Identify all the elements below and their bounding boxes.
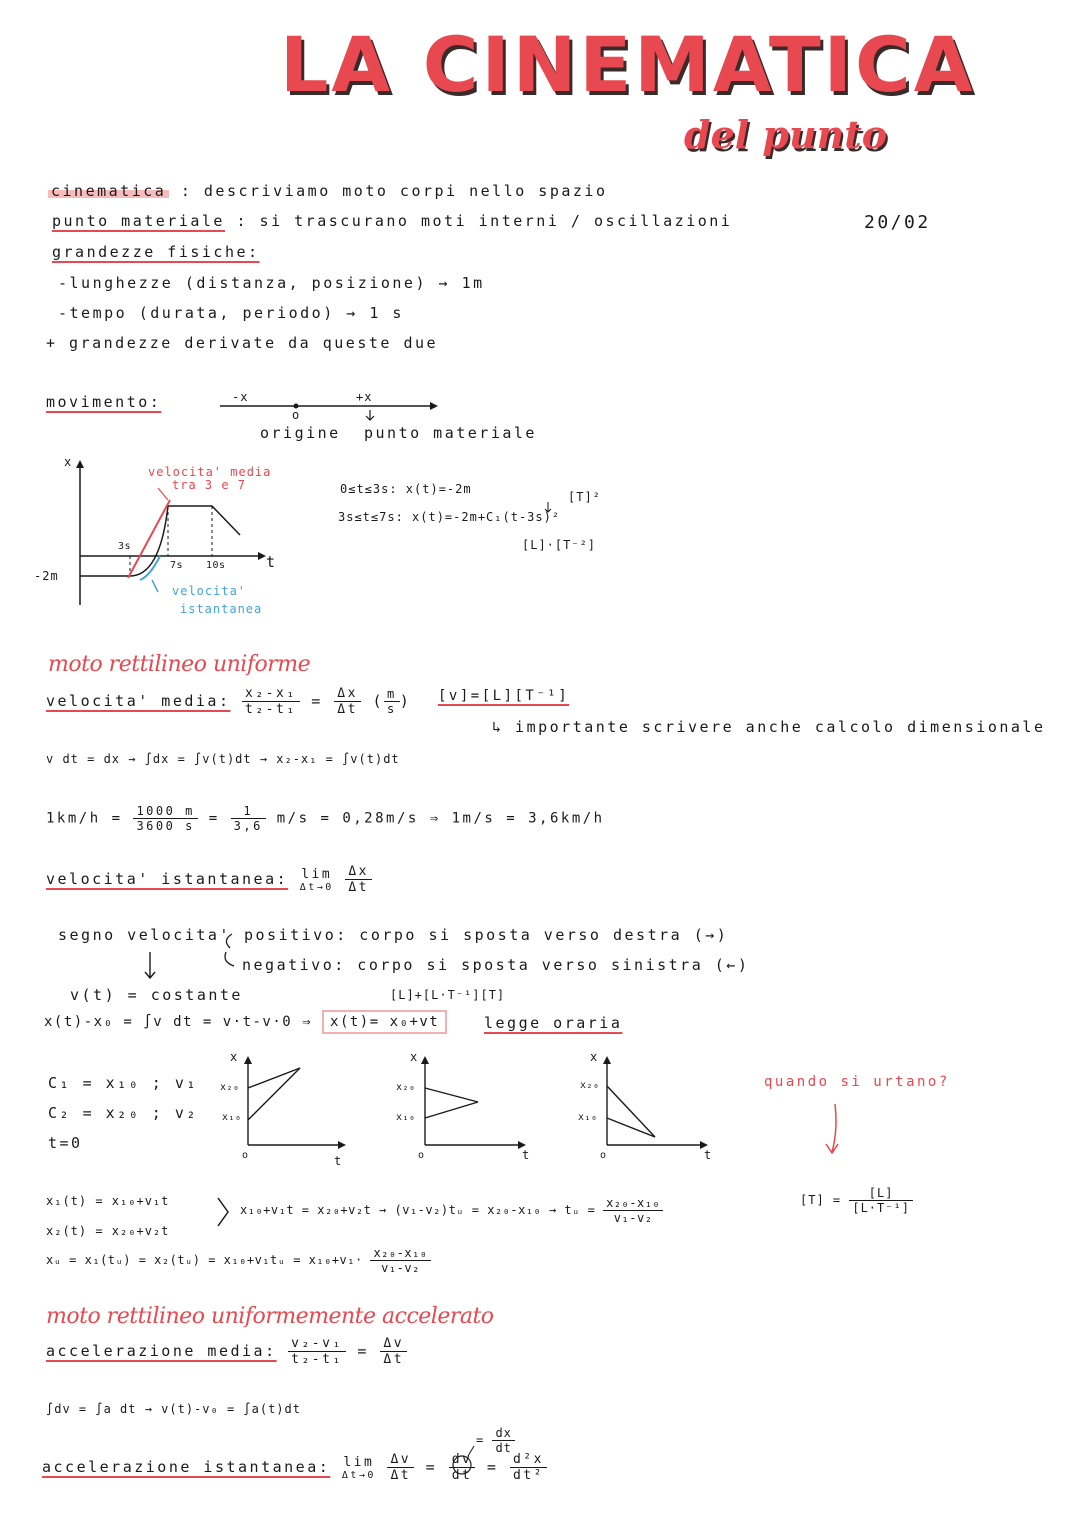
unit-den: s <box>386 702 397 716</box>
punto-label: punto materiale <box>52 212 225 230</box>
acc-ist-heading: accelerazione istantanea: <box>42 1458 331 1476</box>
g3-x: x <box>590 1050 599 1064</box>
plus-x-label: +x <box>356 390 373 404</box>
graph1-t7: 7s <box>170 560 184 571</box>
g1-o: o <box>242 1150 249 1161</box>
g3-t: t <box>704 1148 713 1162</box>
minus-x-label: -x <box>232 390 249 404</box>
punto-arrow <box>366 410 374 420</box>
conv-den: 3600 s <box>136 819 195 833</box>
c2: C₂ = x₂₀ ; v₂ <box>48 1104 198 1122</box>
punto-materiale-label: punto materiale <box>364 424 537 442</box>
dv-dt-frac <box>449 1452 476 1483</box>
acc-lim-sub: Δt→0 <box>341 1469 376 1481</box>
acc-frac <box>288 1336 346 1367</box>
graph1-dim-t2: [T]² <box>568 490 601 504</box>
unit-num: m <box>384 687 400 702</box>
vel-media-row: velocita' media: $\frac{\text{x₂-x₁}}{\text{t₂-t₁}}$ = $\frac{\Delta x}{\Delta t}$ ( $\frac{m}{s}$ ) <box>46 686 412 717</box>
dxdt-den: dt <box>495 1441 512 1455</box>
c1: C₁ = x₁₀ ; v₁ <box>48 1074 198 1092</box>
t-dim-den: [L·T⁻¹] <box>852 1201 910 1215</box>
lim-block <box>300 867 334 893</box>
acc-media-row <box>46 1336 407 1367</box>
graph1-eq-1: 0≤t≤3s: x(t)=-2m <box>340 482 472 496</box>
dxdt-num: dx <box>492 1426 514 1441</box>
page-title: LA CINEMATICA <box>280 20 976 109</box>
legge-left: x(t)-x₀ = ∫v dt = v·t-v·0 ⇒ <box>44 1014 313 1030</box>
section-mru-title: moto rettilineo uniforme <box>48 652 311 677</box>
dv-den: dt <box>451 1468 473 1483</box>
xu-num: x₂₀-x₁₀ <box>370 1246 430 1261</box>
t-dim-row <box>800 1186 913 1215</box>
date: 20/02 <box>864 212 931 233</box>
movimento-axis-arrow <box>430 402 438 410</box>
g2-o: o <box>418 1150 425 1161</box>
acc-lim: lim <box>343 1454 375 1470</box>
page-subtitle: del punto <box>684 112 888 157</box>
g1-x20: x₂₀ <box>220 1082 240 1093</box>
grandezze-item-1: -lunghezze (distanza, posizione) → 1m <box>58 274 485 292</box>
x1t: x₁(t) = x₁₀+v₁t <box>46 1194 170 1208</box>
intro-line-2 <box>52 212 732 230</box>
collision-eq: x₁₀+v₁t = x₂₀+v₂t → (v₁-v₂)tᵤ = x₂₀-x₁₀ → tᵤ = <box>240 1203 596 1217</box>
quando-si-urtano: quando si urtano? <box>764 1074 950 1090</box>
legge-oraria-label: legge oraria <box>484 1014 623 1032</box>
t-dim-num: [L] <box>849 1186 913 1201</box>
movimento-label: movimento: <box>46 393 162 411</box>
graph1-dim-lt: [L]·[T⁻²] <box>522 538 597 552</box>
graph1-x-axis: x <box>64 455 73 469</box>
vel-ist-label-2: istantanea <box>180 602 263 616</box>
vel-ist-label: velocita' <box>172 584 247 598</box>
delta-den: Δt <box>337 702 358 717</box>
dxdt-annotation: = $\frac{dx}{dt}$ <box>476 1426 515 1455</box>
g3-x20: x₂₀ <box>580 1080 600 1091</box>
acc-delta-num: Δv <box>380 1336 407 1352</box>
segno-negativo: negativo: corpo si sposta verso sinistra (←) <box>242 956 750 974</box>
graph1-t-axis: t <box>266 553 278 571</box>
graph1-t10: 10s <box>206 560 226 571</box>
cinematica-text: : descriviamo moto corpi nello spazio <box>180 182 608 200</box>
graph-mru-1 <box>244 1056 346 1149</box>
g2-x: x <box>410 1050 419 1064</box>
lim-sub: Δt→0 <box>299 881 334 893</box>
legge-box: x(t)= x₀+vt <box>322 1010 447 1034</box>
intro-line-1 <box>48 182 607 200</box>
acc-den: t₂-t₁ <box>291 1352 343 1367</box>
conv-num: 1000 m <box>133 804 197 819</box>
conversion-row <box>46 804 605 833</box>
acc-lim-frac <box>387 1452 414 1483</box>
conv-frac-2 <box>231 804 266 833</box>
acc-media-heading: accelerazione media: <box>46 1342 277 1360</box>
delta-num: Δx <box>334 686 361 702</box>
integral-row: v dt = dx → ∫dx = ∫v(t)dt → x₂-x₁ = ∫v(t)dt <box>46 752 400 766</box>
lim-den: Δt <box>348 880 369 895</box>
grandezze-item-2: -tempo (durata, periodo) → 1 s <box>58 304 404 322</box>
t-dim-frac <box>849 1186 913 1215</box>
acc-delta-frac <box>380 1336 407 1367</box>
graph1-minus2m: -2m <box>34 569 59 583</box>
g1-t: t <box>334 1154 343 1168</box>
tu-num: x₂₀-x₁₀ <box>603 1196 663 1211</box>
conv-den-2: 3,6 <box>233 819 263 833</box>
g2-x10: x₁₀ <box>396 1112 416 1123</box>
acc-eq: = <box>357 1342 369 1360</box>
g1-x: x <box>230 1050 239 1064</box>
tu-den: v₁-v₂ <box>613 1211 653 1225</box>
graph1-t3: 3s <box>118 541 132 552</box>
vel-ist-row <box>46 864 372 895</box>
vel-ist-heading: velocita' istantanea: <box>46 870 289 888</box>
acc-lim-den: Δt <box>390 1468 412 1483</box>
tu-frac <box>603 1196 663 1225</box>
segno-down-arrow <box>145 952 155 978</box>
collision-row <box>240 1196 663 1225</box>
lim-num: Δx <box>345 864 372 880</box>
graph1-eq-2: 3s≤t≤7s: x(t)=-2m+C₁(t-3s)² <box>338 510 561 524</box>
d2x-den: dt² <box>512 1468 544 1483</box>
quando-arrow <box>826 1104 838 1153</box>
origin-mark: o <box>292 408 301 422</box>
vel-media-label-2: tra 3 e 7 <box>172 478 247 492</box>
acc-lim-num: Δv <box>387 1452 414 1468</box>
conv-eq: = <box>208 810 220 827</box>
grandezze-label: grandezze fisiche: <box>52 243 260 261</box>
frac-den: t₂-t₁ <box>245 702 297 717</box>
frac-num: x₂-x₁ <box>242 686 300 702</box>
grandezze-item-3: + grandezze derivate da queste due <box>46 334 439 352</box>
vel-media-heading: velocita' media: <box>46 692 231 710</box>
graph-mru-2 <box>421 1056 526 1149</box>
segno-positivo: positivo: corpo si sposta verso destra (→) <box>244 926 729 944</box>
d2x-frac <box>510 1452 547 1483</box>
conv-num-2: 1 <box>231 804 266 819</box>
g1-x10: x₁₀ <box>222 1112 242 1123</box>
dim-note: ↳ importante scrivere anche calcolo dimensionale <box>492 718 1046 736</box>
graph-mru-3 <box>603 1056 708 1149</box>
section-mrua-title: moto rettilineo uniformemente accelerato <box>46 1304 494 1329</box>
conv-right: m/s = 0,28m/s ⇒ 1m/s = 3,6km/h <box>276 810 605 827</box>
xu-eq: xᵤ = x₁(tᵤ) = x₂(tᵤ) = x₁₀+v₁tᵤ = x₁₀+v₁· <box>46 1253 363 1267</box>
dxdt-frac <box>492 1426 514 1455</box>
g2-x20: x₂₀ <box>396 1082 416 1093</box>
dim-2: [L]+[L·T⁻¹][T] <box>390 988 506 1002</box>
xu-frac <box>370 1246 430 1275</box>
g2-t: t <box>522 1148 531 1162</box>
dv-num: dv <box>449 1452 476 1468</box>
acc-integral: ∫dv = ∫a dt → v(t)-v₀ = ∫a(t)dt <box>46 1402 301 1416</box>
d2x-num: d²x <box>510 1452 547 1468</box>
acc-lim-block <box>342 1455 376 1481</box>
v-costante: v(t) = costante <box>70 986 243 1004</box>
conv-frac <box>133 804 197 833</box>
lim-text: lim <box>301 866 333 882</box>
punto-text: : si trascurano moti interni / oscillazioni <box>236 212 733 230</box>
origine-label: origine <box>260 424 341 442</box>
lim-frac <box>345 864 372 895</box>
dim-velocity: [v]=[L][T⁻¹] <box>438 688 570 704</box>
unit-frac <box>384 687 400 716</box>
legge-row <box>44 1014 447 1030</box>
segno-label: segno velocita' <box>58 926 231 944</box>
vel-media-frac <box>242 686 300 717</box>
acc-delta-den: Δt <box>383 1352 405 1367</box>
eq-sign: = <box>311 692 323 710</box>
t-dim-label: [T] = <box>800 1193 842 1207</box>
delta-frac <box>334 686 361 717</box>
xu-den: v₁-v₂ <box>381 1261 420 1275</box>
vel-media-label: velocita' media <box>148 465 272 479</box>
acc-num: v₂-v₁ <box>288 1336 346 1352</box>
conv-left: 1km/h = <box>46 810 123 827</box>
g3-x10: x₁₀ <box>578 1112 598 1123</box>
x2t: x₂(t) = x₂₀+v₂t <box>46 1224 170 1238</box>
g3-o: o <box>600 1150 607 1161</box>
cinematica-label: cinematica <box>48 182 169 200</box>
xu-row <box>46 1246 431 1275</box>
t0: t=0 <box>48 1134 83 1152</box>
acc-ist-row: accelerazione istantanea: lim Δt→0 $\frac{\Delta v}{\Delta t}$ = $\frac{dv}{dt}$ = $\frac{\text{d²x}}{\text{dt²}}$ <box>42 1452 547 1483</box>
brace <box>218 1198 228 1226</box>
